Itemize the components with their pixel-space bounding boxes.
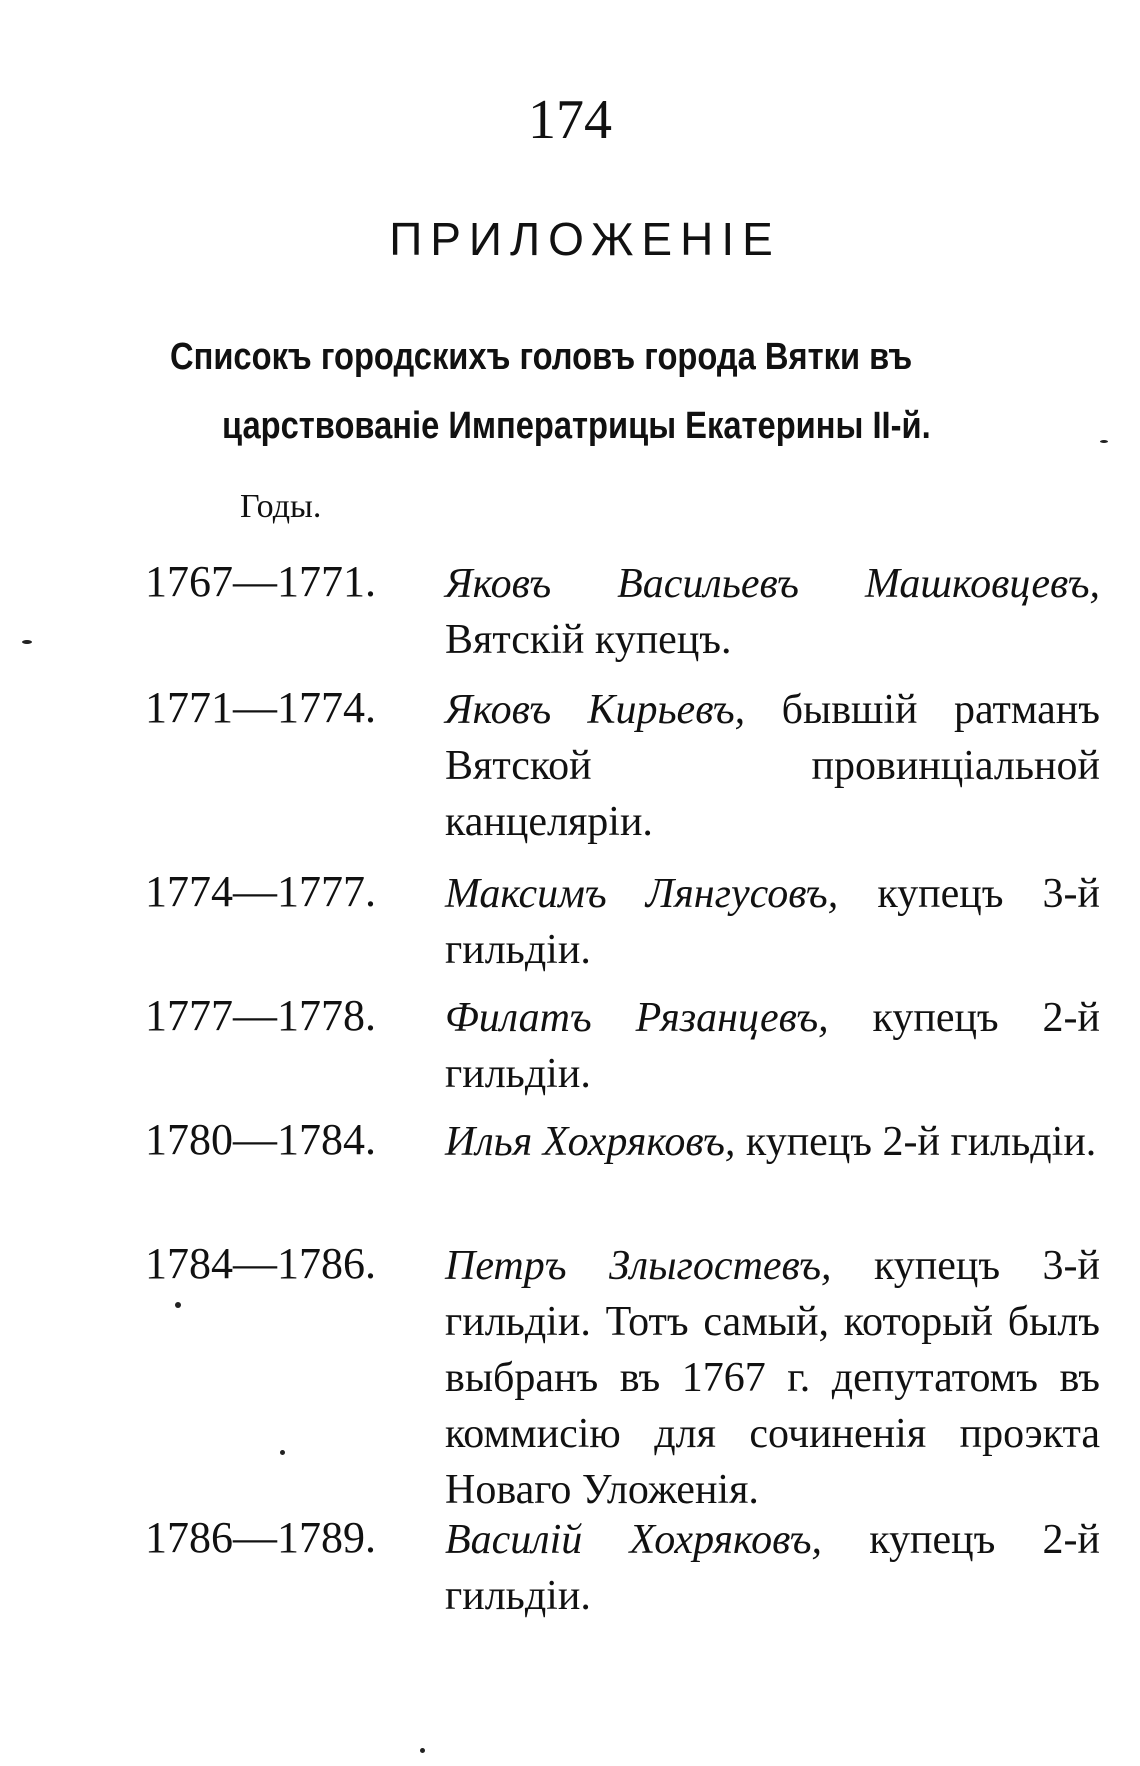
mayor-name: Яковъ Кирьевъ, — [445, 687, 746, 733]
mayor-name: Максимъ Лянгусовъ, — [445, 871, 839, 917]
mayor-description: купецъ 3-й гильдiи. — [445, 871, 1101, 973]
mayor-description: купецъ 2-й гильдiи. — [745, 1119, 1097, 1165]
mayor-description: купецъ 2-й гильдiи. — [445, 995, 1100, 1097]
mayor-description: Вятскiй купецъ. — [445, 617, 732, 663]
entry-text — [445, 682, 1100, 850]
mayor-name: Яковъ Васильевъ Машковцевъ, — [445, 561, 1100, 607]
mayor-name: Василiй Хохряковъ, — [445, 1517, 823, 1563]
entry-text — [445, 990, 1100, 1102]
entry-years: 1771—1774. — [145, 683, 376, 732]
entry-text — [445, 1512, 1100, 1624]
mayor-description: купецъ 3-й гильдiи. Тотъ самый, который былъ выбранъ въ 1767 г. депутатомъ въ коммисiю для сочиненiя проэкта Новаго Уложенiя. — [445, 1243, 1100, 1513]
entry-years: 1767—1771. — [145, 557, 376, 606]
subtitle-line-1: Списокъ городскихъ головъ города Вятки въ — [170, 336, 913, 378]
mayor-description: купецъ 2-й гильдiи. — [445, 1517, 1100, 1619]
mayor-name: Илья Хохряковъ, — [445, 1119, 736, 1165]
subtitle-line-2: царствованiе Императрицы Екатерины II-й. — [222, 405, 931, 447]
scan-speck — [22, 640, 32, 644]
entry-text — [445, 1114, 1100, 1170]
entry-years: 1786—1789. — [145, 1513, 376, 1562]
mayor-description: бывшiй ратманъ Вятской провинцiальной канцелярiи. — [445, 687, 1100, 845]
entry-text — [445, 556, 1100, 668]
page-number: 174 — [528, 89, 612, 151]
entry-years: 1780—1784. — [145, 1115, 376, 1164]
entry-text — [445, 1238, 1100, 1518]
mayor-name: Филатъ Рязанцевъ, — [445, 995, 829, 1041]
scan-speck — [1100, 440, 1108, 443]
scan-speck — [420, 1748, 425, 1753]
years-column-heading: Годы. — [240, 488, 322, 525]
entry-years: 1777—1778. — [145, 991, 376, 1040]
mayor-name: Петръ Злыгостевъ, — [445, 1243, 832, 1289]
scan-speck — [175, 1302, 181, 1308]
entry-years: 1784—1786. — [145, 1239, 376, 1288]
appendix-title: ПРИЛОЖЕНIЕ — [389, 213, 781, 265]
scan-speck — [280, 1450, 285, 1455]
entry-text — [445, 866, 1100, 978]
entry-years: 1774—1777. — [145, 867, 376, 916]
